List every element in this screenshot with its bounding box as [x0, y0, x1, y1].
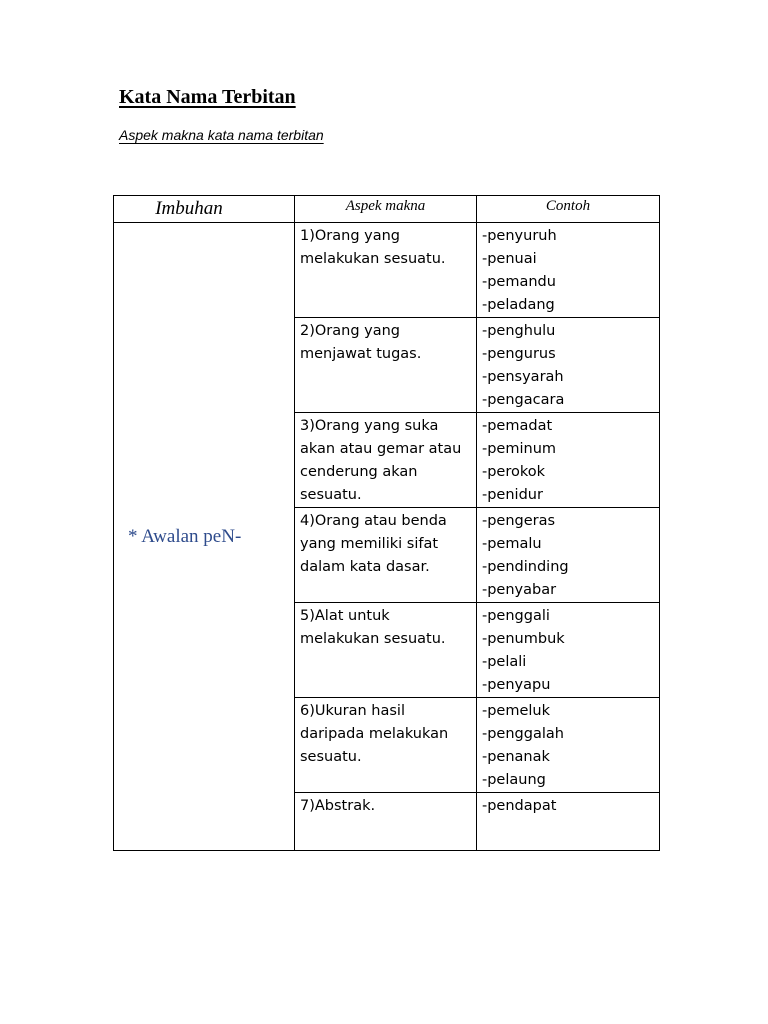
contoh-cell [477, 223, 660, 318]
aspek-text: 5)Alat untuk melakukan sesuatu. [300, 608, 446, 647]
aspek-cell [295, 318, 477, 413]
aspek-cell [295, 698, 477, 793]
aspek-text: 3)Orang yang suka akan atau gemar atau cenderung akan sesuatu. [300, 418, 462, 503]
imbuhan-value: * Awalan peN- [114, 223, 295, 851]
contoh-cell [477, 413, 660, 508]
header-aspek-makna: Aspek makna [295, 196, 477, 223]
imbuhan-table [113, 195, 660, 851]
example-word: -penyapu [482, 677, 551, 693]
example-word: -peladang [482, 297, 555, 313]
table-row [114, 223, 660, 318]
aspek-cell [295, 413, 477, 508]
example-word: -pendinding [482, 559, 569, 575]
example-word: -pendapat [482, 798, 557, 814]
aspek-text: 4)Orang atau benda yang memiliki sifat dalam kata dasar. [300, 513, 447, 575]
page-subtitle: Aspek makna kata nama terbitan [119, 127, 324, 143]
aspek-text: 6)Ukuran hasil daripada melakukan sesuatu. [300, 703, 449, 765]
contoh-cell [477, 698, 660, 793]
contoh-cell [477, 318, 660, 413]
aspek-cell [295, 223, 477, 318]
aspek-text: 1)Orang yang melakukan sesuatu. [300, 228, 446, 267]
example-word: -pelali [482, 654, 527, 670]
example-word: -pensyarah [482, 369, 564, 385]
example-word: -pelaung [482, 772, 546, 788]
example-word: -penanak [482, 749, 550, 765]
example-word: -pengurus [482, 346, 556, 362]
contoh-cell [477, 508, 660, 603]
example-word: -peminum [482, 441, 557, 457]
aspek-cell [295, 793, 477, 851]
example-word: -penghulu [482, 323, 556, 339]
example-word: -pemadat [482, 418, 553, 434]
example-word: -pengacara [482, 392, 565, 408]
example-word: -pemalu [482, 536, 542, 552]
aspek-cell [295, 508, 477, 603]
page-title: Kata Nama Terbitan [119, 86, 296, 108]
header-imbuhan: Imbuhan [114, 196, 295, 223]
contoh-cell [477, 793, 660, 851]
example-word: -penyabar [482, 582, 557, 598]
example-word: -penuai [482, 251, 537, 267]
aspek-cell [295, 603, 477, 698]
example-word: -penggalah [482, 726, 564, 742]
contoh-cell [477, 603, 660, 698]
example-word: -perokok [482, 464, 546, 480]
example-word: -penyuruh [482, 228, 557, 244]
aspek-text: 7)Abstrak. [300, 798, 376, 814]
example-word: -pemeluk [482, 703, 551, 719]
example-word: -penidur [482, 487, 543, 503]
table-header-row [114, 196, 660, 223]
example-word: -penumbuk [482, 631, 565, 647]
example-word: -pemandu [482, 274, 556, 290]
example-word: -penggali [482, 608, 550, 624]
aspek-text: 2)Orang yang menjawat tugas. [300, 323, 422, 362]
header-contoh: Contoh [477, 196, 660, 223]
example-word: -pengeras [482, 513, 556, 529]
